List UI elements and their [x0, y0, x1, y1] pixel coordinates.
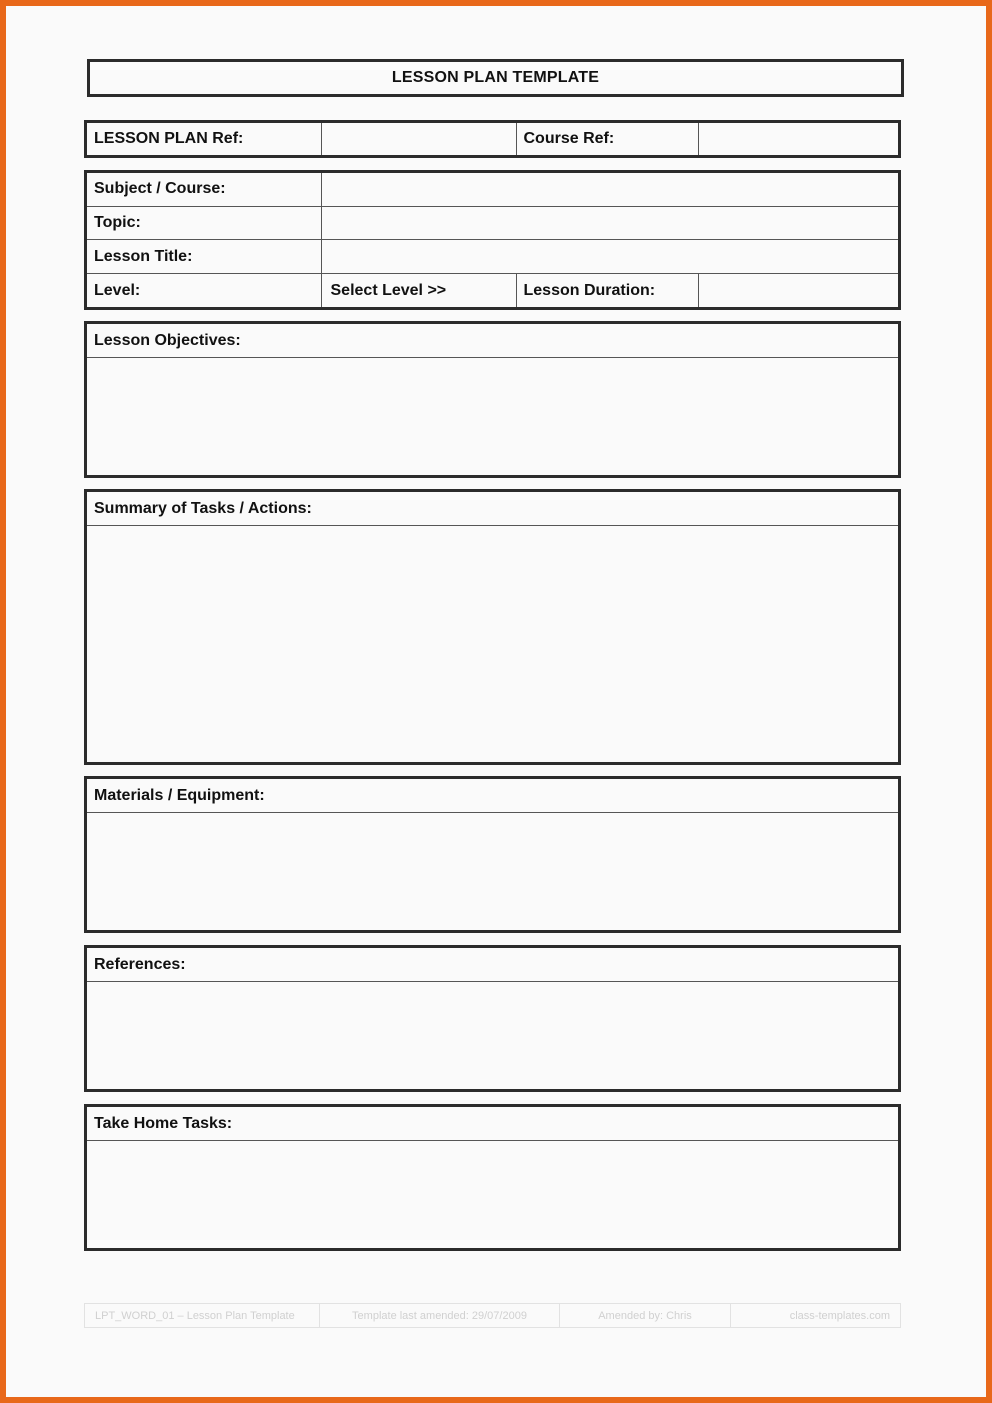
course-ref-field[interactable] [698, 123, 898, 155]
lesson-objectives-field[interactable] [87, 358, 898, 475]
lesson-objectives-section [84, 321, 901, 478]
summary-heading: Summary of Tasks / Actions: [87, 492, 898, 526]
references-heading: References: [87, 948, 898, 982]
lesson-plan-ref-label: LESSON PLAN Ref: [87, 123, 321, 155]
topic-field[interactable] [321, 206, 898, 240]
take-home-tasks-heading: Take Home Tasks: [87, 1107, 898, 1141]
info-table [84, 170, 901, 310]
topic-label: Topic: [87, 206, 321, 240]
page-title: LESSON PLAN TEMPLATE [391, 69, 600, 86]
footer-amended-date: Template last amended: 29/07/2009 [320, 1304, 560, 1327]
materials-field[interactable] [87, 813, 898, 930]
subject-label: Subject / Course: [87, 173, 321, 206]
summary-section [84, 489, 901, 765]
materials-heading: Materials / Equipment: [87, 779, 898, 813]
take-home-tasks-section [84, 1104, 901, 1251]
lesson-title-field[interactable] [321, 240, 898, 274]
footer-doc-id: LPT_WORD_01 – Lesson Plan Template [85, 1304, 320, 1327]
footer-site: class-templates.com [789, 1309, 890, 1322]
lesson-duration-label: Lesson Duration: [516, 274, 698, 307]
summary-field[interactable] [87, 526, 898, 762]
references-field[interactable] [87, 982, 898, 1089]
lesson-objectives-heading: Lesson Objectives: [87, 324, 898, 358]
course-ref-label: Course Ref: [516, 123, 698, 155]
lesson-plan-ref-field[interactable] [321, 123, 516, 155]
footer [84, 1303, 901, 1328]
take-home-tasks-field[interactable] [87, 1141, 898, 1248]
subject-field[interactable] [321, 173, 898, 206]
lesson-duration-field[interactable] [698, 274, 898, 307]
ref-table [84, 120, 901, 158]
lesson-title-label: Lesson Title: [87, 240, 321, 274]
materials-section [84, 776, 901, 933]
level-select[interactable]: Select Level >> [321, 274, 516, 307]
level-label: Level: [87, 274, 321, 307]
references-section [84, 945, 901, 1092]
footer-amended-by: Amended by: Chris [560, 1304, 731, 1327]
title-box [87, 59, 904, 97]
